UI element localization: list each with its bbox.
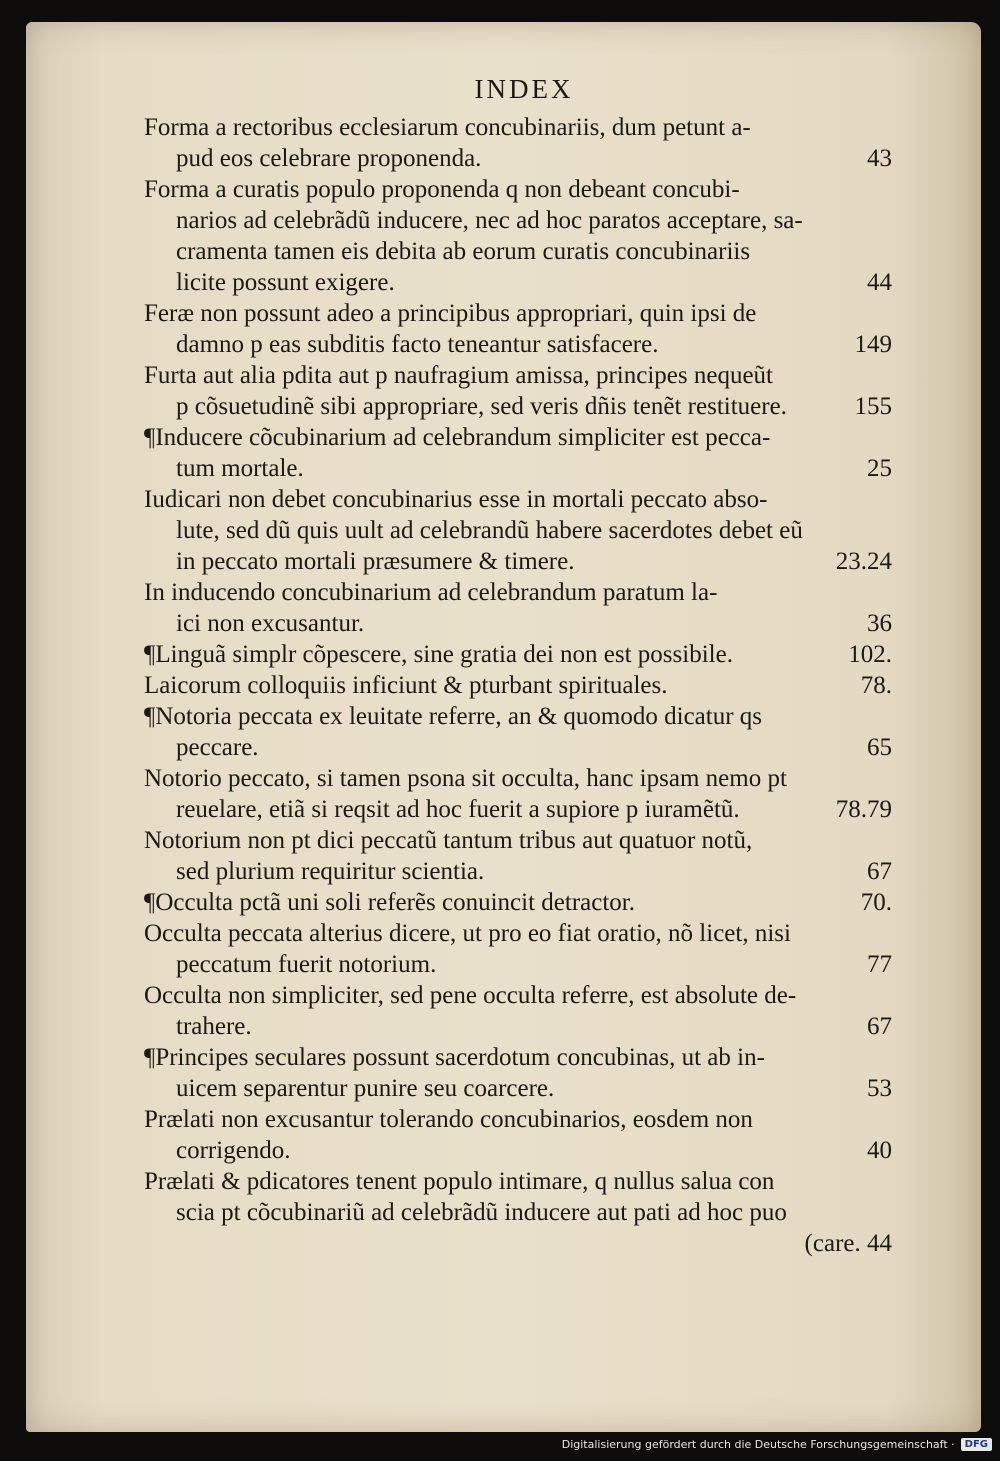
index-entry	[144, 484, 904, 577]
index-entry	[144, 1166, 904, 1228]
entry-text: peccare.	[176, 734, 259, 761]
entry-headword-line: Notorio peccato, si tamen psona sit occulta, hanc ipsam nemo pt	[144, 765, 787, 792]
entry-headword-line	[144, 639, 904, 670]
index-entry	[144, 701, 904, 763]
index-entry	[144, 670, 904, 701]
entry-page-reference: 40	[867, 1137, 892, 1164]
entry-page-reference: 70.	[860, 889, 892, 916]
entry-text: pud eos celebrare proponenda.	[176, 145, 482, 172]
index-entry	[144, 980, 904, 1042]
entry-headword-line: Furta aut alia pdita aut p naufragium amissa, principes nequeũt	[144, 362, 773, 389]
entry-continuation-line	[144, 391, 904, 422]
entry-headword-line: Prælati non excusantur tolerando concubinarios, eosdem non	[144, 1106, 753, 1133]
entry-headword-line	[144, 670, 904, 701]
index-entries	[144, 112, 904, 1228]
entry-text: trahere.	[176, 1013, 252, 1040]
entry-continuation-line: narios ad celebrãdũ inducere, nec ad hoc paratos acceptare, sa-	[176, 207, 803, 234]
footer-credit: Digitalisierung gefördert durch die Deutsche Forschungsgemeinschaft ·	[561, 1438, 955, 1451]
entry-text: ¶Occulta pctã uni soli referẽs conuincit detractor.	[144, 889, 635, 916]
entry-page-reference: 67	[867, 858, 892, 885]
entry-page-reference: 149	[854, 331, 892, 358]
entry-text: in peccato mortali præsumere & timere.	[176, 548, 575, 575]
entry-headword-line: Forma a curatis populo proponenda q non debeant concubi-	[144, 176, 740, 203]
entry-continuation-line	[144, 1073, 904, 1104]
entry-continuation-line	[144, 329, 904, 360]
digitization-footer	[562, 1438, 992, 1451]
index-text-block	[144, 72, 904, 1259]
entry-page-reference: 36	[867, 610, 892, 637]
index-entry	[144, 422, 904, 484]
entry-headword-line: In inducendo concubinarium ad celebrandum paratum la-	[144, 579, 718, 606]
entry-headword-line: ¶Inducere cõcubinarium ad celebrandum simpliciter est pecca-	[144, 424, 771, 451]
entry-continuation-line	[144, 794, 904, 825]
entry-text: sed plurium requiritur scientia.	[176, 858, 485, 885]
entry-headword-line: ¶Principes seculares possunt sacerdotum concubinas, ut ab in-	[144, 1044, 765, 1071]
entry-page-reference: 25	[867, 455, 892, 482]
entry-page-reference: 65	[867, 734, 892, 761]
index-entry	[144, 825, 904, 887]
entry-text: uicem separentur punire seu coarcere.	[176, 1075, 555, 1102]
index-entry	[144, 360, 904, 422]
entry-continuation-line: lute, sed dũ quis uult ad celebrandũ habere sacerdotes debet eũ	[176, 517, 803, 544]
entry-headword-line	[144, 887, 904, 918]
entry-continuation-line	[144, 732, 904, 763]
entry-headword-line: Prælati & pdicatores tenent populo intimare, q nullus salua con	[144, 1168, 775, 1195]
index-entry	[144, 1104, 904, 1166]
entry-continuation-line: scia pt cõcubinariũ ad celebrãdũ inducere aut pati ad hoc puo	[176, 1199, 787, 1226]
entry-text: ¶Linguã simplr cõpescere, sine gratia dei non est possibile.	[144, 641, 733, 668]
index-entry	[144, 298, 904, 360]
entry-continuation-line	[144, 608, 904, 639]
index-entry	[144, 763, 904, 825]
entry-page-reference: 53	[867, 1075, 892, 1102]
entry-text: p cõsuetudinẽ sibi appropriare, sed veris dñis tenẽt restituere.	[176, 393, 787, 420]
page-heading: INDEX	[474, 74, 574, 104]
index-entry	[144, 887, 904, 918]
index-last-line: (care. 44	[804, 1230, 892, 1257]
index-entry	[144, 174, 904, 298]
entry-page-reference: 78.79	[835, 796, 892, 823]
index-entry	[144, 918, 904, 980]
book-page	[26, 22, 981, 1432]
entry-page-reference: 77	[867, 951, 892, 978]
entry-text: damno p eas subditis facto teneantur satisfacere.	[176, 331, 659, 358]
entry-text: ici non excusantur.	[176, 610, 365, 637]
entry-text: peccatum fuerit notorium.	[176, 951, 437, 978]
entry-continuation-line	[144, 856, 904, 887]
dfg-logo-icon: DFG	[961, 1438, 992, 1451]
index-entry	[144, 639, 904, 670]
entry-page-reference: 67	[867, 1013, 892, 1040]
entry-continuation-line	[144, 949, 904, 980]
entry-headword-line: Feræ non possunt adeo a principibus appropriari, quin ipsi de	[144, 300, 757, 327]
entry-page-reference: 155	[854, 393, 892, 420]
entry-text: tum mortale.	[176, 455, 304, 482]
entry-continuation-line	[144, 546, 904, 577]
index-entry	[144, 577, 904, 639]
index-entry	[144, 1042, 904, 1104]
entry-continuation-line: cramenta tamen eis debita ab eorum curatis concubinariis	[176, 238, 751, 265]
entry-headword-line: ¶Notoria peccata ex leuitate referre, an & quomodo dicatur qs	[144, 703, 763, 730]
entry-page-reference: 23.24	[835, 548, 892, 575]
entry-continuation-line	[144, 453, 904, 484]
entry-page-reference: 44	[867, 269, 892, 296]
entry-page-reference: 43	[867, 145, 892, 172]
entry-page-reference: 78.	[860, 672, 892, 699]
entry-headword-line: Forma a rectoribus ecclesiarum concubinariis, dum petunt a-	[144, 114, 751, 141]
entry-text: licite possunt exigere.	[176, 269, 395, 296]
entry-text: corrigendo.	[176, 1137, 291, 1164]
entry-page-reference: 102.	[848, 641, 892, 668]
entry-continuation-line	[144, 1135, 904, 1166]
entry-headword-line: Notorium non pt dici peccatũ tantum tribus aut quatuor notũ,	[144, 827, 753, 854]
entry-headword-line: Iudicari non debet concubinarius esse in mortali peccato abso-	[144, 486, 768, 513]
entry-text: reuelare, etiã si reqsit ad hoc fuerit a supiore p iuramẽtũ.	[176, 796, 740, 823]
entry-text: Laicorum colloquiis inficiunt & pturbant spirituales.	[144, 672, 668, 699]
entry-continuation-line	[144, 143, 904, 174]
entry-continuation-line	[144, 267, 904, 298]
index-entry	[144, 112, 904, 174]
entry-headword-line: Occulta non simpliciter, sed pene occulta referre, est absolute de-	[144, 982, 797, 1009]
entry-headword-line: Occulta peccata alterius dicere, ut pro eo fiat oratio, nõ licet, nisi	[144, 920, 791, 947]
entry-continuation-line	[144, 1011, 904, 1042]
